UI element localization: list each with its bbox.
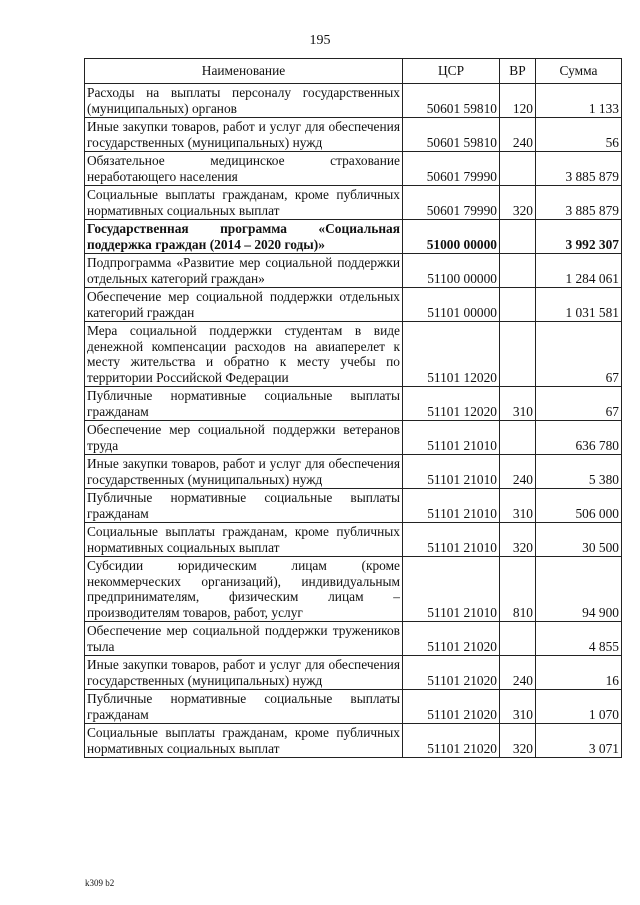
table-row — [85, 84, 622, 118]
cell-sum: 636 780 — [536, 421, 622, 455]
table-row — [85, 387, 622, 421]
table-row — [85, 455, 622, 489]
cell-csr: 51101 21020 — [403, 656, 500, 690]
cell-sum: 3 071 — [536, 724, 622, 758]
cell-csr: 50601 59810 — [403, 84, 500, 118]
cell-sum: 1 070 — [536, 690, 622, 724]
cell-name: Субсидии юридическим лицам (кроме некоммерческих организаций), индивидуальным предпринимателям, физическим лицам – производителям товаров, работ, услуг — [85, 557, 403, 622]
cell-csr: 51101 12020 — [403, 322, 500, 387]
page-number: 195 — [309, 33, 331, 48]
cell-sum: 30 500 — [536, 523, 622, 557]
cell-sum: 67 — [536, 387, 622, 421]
cell-vr — [500, 254, 536, 288]
table-row — [85, 288, 622, 322]
cell-csr: 51101 00000 — [403, 288, 500, 322]
cell-csr: 51101 21020 — [403, 724, 500, 758]
cell-name: Государственная программа «Социальная поддержка граждан (2014 – 2020 годы)» — [85, 220, 403, 254]
table-row — [85, 322, 622, 387]
cell-vr — [500, 322, 536, 387]
table-row — [85, 186, 622, 220]
cell-name: Публичные нормативные социальные выплаты гражданам — [85, 387, 403, 421]
table-row — [85, 254, 622, 288]
cell-sum: 67 — [536, 322, 622, 387]
column-header-name: Наименование — [85, 59, 403, 84]
cell-vr — [500, 622, 536, 656]
cell-sum: 3 885 879 — [536, 152, 622, 186]
cell-name: Социальные выплаты гражданам, кроме публичных нормативных социальных выплат — [85, 186, 403, 220]
table-row — [85, 690, 622, 724]
cell-vr: 320 — [500, 523, 536, 557]
cell-name: Социальные выплаты гражданам, кроме публичных нормативных социальных выплат — [85, 523, 403, 557]
table-row — [85, 656, 622, 690]
cell-vr: 240 — [500, 455, 536, 489]
cell-csr: 51101 21010 — [403, 421, 500, 455]
cell-name: Подпрограмма «Развитие мер социальной поддержки отдельных категорий граждан» — [85, 254, 403, 288]
cell-name: Иные закупки товаров, работ и услуг для обеспечения государственных (муниципальных) нужд — [85, 118, 403, 152]
cell-sum: 1 133 — [536, 84, 622, 118]
cell-csr: 51101 21010 — [403, 489, 500, 523]
cell-vr: 320 — [500, 186, 536, 220]
cell-sum: 3 885 879 — [536, 186, 622, 220]
cell-sum: 56 — [536, 118, 622, 152]
cell-name: Иные закупки товаров, работ и услуг для обеспечения государственных (муниципальных) нужд — [85, 455, 403, 489]
cell-name: Публичные нормативные социальные выплаты гражданам — [85, 690, 403, 724]
table-row — [85, 220, 622, 254]
table-row — [85, 118, 622, 152]
cell-sum: 1 284 061 — [536, 254, 622, 288]
table-header-row — [85, 59, 622, 84]
table-row — [85, 557, 622, 622]
cell-csr: 51000 00000 — [403, 220, 500, 254]
cell-csr: 50601 79990 — [403, 186, 500, 220]
cell-sum: 506 000 — [536, 489, 622, 523]
cell-name: Расходы на выплаты персоналу государственных (муниципальных) органов — [85, 84, 403, 118]
cell-sum: 5 380 — [536, 455, 622, 489]
table-row — [85, 421, 622, 455]
cell-vr — [500, 421, 536, 455]
cell-vr: 310 — [500, 690, 536, 724]
cell-vr — [500, 288, 536, 322]
cell-name: Обеспечение мер социальной поддержки отдельных категорий граждан — [85, 288, 403, 322]
cell-sum: 3 992 307 — [536, 220, 622, 254]
cell-csr: 50601 79990 — [403, 152, 500, 186]
cell-csr: 51101 21010 — [403, 557, 500, 622]
cell-csr: 51101 21010 — [403, 455, 500, 489]
cell-name: Иные закупки товаров, работ и услуг для обеспечения государственных (муниципальных) нужд — [85, 656, 403, 690]
cell-csr: 51100 00000 — [403, 254, 500, 288]
table-row — [85, 152, 622, 186]
cell-vr: 310 — [500, 489, 536, 523]
cell-vr: 240 — [500, 656, 536, 690]
column-header-csr: ЦСР — [403, 59, 500, 84]
table-row — [85, 724, 622, 758]
cell-sum: 16 — [536, 656, 622, 690]
footer-code: k309 b2 — [85, 878, 115, 888]
column-header-vr: ВР — [500, 59, 536, 84]
cell-sum: 94 900 — [536, 557, 622, 622]
cell-vr: 240 — [500, 118, 536, 152]
column-header-sum: Сумма — [536, 59, 622, 84]
cell-vr: 310 — [500, 387, 536, 421]
cell-name: Мера социальной поддержки студентам в виде денежной компенсации расходов на авиаперелет к месту жительства и обратно к месту учебы по территории Российской Федерации — [85, 322, 403, 387]
cell-vr: 320 — [500, 724, 536, 758]
table-row — [85, 622, 622, 656]
table-row — [85, 489, 622, 523]
cell-name: Обеспечение мер социальной поддержки тружеников тыла — [85, 622, 403, 656]
cell-vr — [500, 152, 536, 186]
cell-csr: 50601 59810 — [403, 118, 500, 152]
cell-sum: 4 855 — [536, 622, 622, 656]
cell-csr: 51101 21020 — [403, 690, 500, 724]
budget-table — [84, 58, 622, 758]
cell-name: Обязательное медицинское страхование неработающего населения — [85, 152, 403, 186]
cell-csr: 51101 12020 — [403, 387, 500, 421]
cell-vr: 120 — [500, 84, 536, 118]
cell-csr: 51101 21010 — [403, 523, 500, 557]
cell-name: Публичные нормативные социальные выплаты гражданам — [85, 489, 403, 523]
table-body — [85, 84, 622, 758]
cell-name: Социальные выплаты гражданам, кроме публичных нормативных социальных выплат — [85, 724, 403, 758]
cell-sum: 1 031 581 — [536, 288, 622, 322]
cell-vr: 810 — [500, 557, 536, 622]
cell-vr — [500, 220, 536, 254]
table-row — [85, 523, 622, 557]
cell-name: Обеспечение мер социальной поддержки ветеранов труда — [85, 421, 403, 455]
cell-csr: 51101 21020 — [403, 622, 500, 656]
